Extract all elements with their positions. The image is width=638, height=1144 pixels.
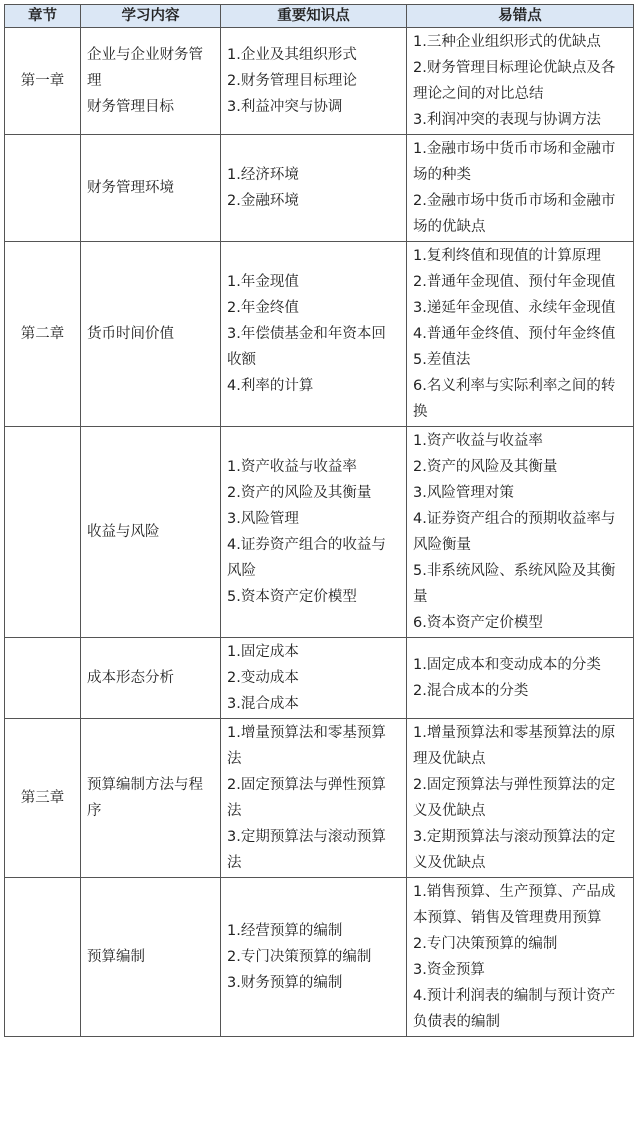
key-points-cell-line: 1.增量预算法和零基预算法 [227, 725, 386, 767]
pitfalls-cell [407, 28, 634, 135]
key-points-cell-line: 2.固定预算法与弹性预算法 [227, 777, 386, 819]
key-points-cell-line: 4.证券资产组合的收益与风险 [227, 537, 386, 579]
pitfalls-cell-line: 4.证券资产组合的预期收益率与风险衡量 [413, 511, 616, 553]
content-cell-line: 成本形态分析 [87, 670, 174, 686]
content-cell-line: 预算编制 [87, 949, 145, 965]
content-cell [81, 638, 221, 719]
header-chapter: 章节 [5, 5, 81, 28]
content-cell-line: 预算编制方法与程序 [87, 777, 203, 819]
pitfalls-cell-line: 2.固定预算法与弹性预算法的定义及优缺点 [413, 777, 616, 819]
table-row [5, 878, 634, 1037]
chapter-cell: 第三章 [5, 719, 81, 878]
pitfalls-cell-line: 1.增量预算法和零基预算法的原理及优缺点 [413, 725, 616, 767]
key-points-cell-line: 1.资产收益与收益率 [227, 459, 357, 475]
pitfalls-cell-line: 1.复利终值和现值的计算原理 [413, 248, 601, 264]
chapter-cell [5, 427, 81, 638]
key-points-cell-line: 2.金融环境 [227, 193, 299, 209]
pitfalls-cell-line: 1.金融市场中货币市场和金融市场的种类 [413, 141, 616, 183]
pitfalls-cell-line: 1.三种企业组织形式的优缺点 [413, 34, 601, 50]
pitfalls-cell [407, 878, 634, 1037]
pitfalls-cell-line: 5.差值法 [413, 352, 471, 368]
pitfalls-cell-line: 2.财务管理目标理论优缺点及各理论之间的对比总结 [413, 60, 616, 102]
key-points-cell-line: 3.混合成本 [227, 696, 299, 712]
key-points-cell [221, 427, 407, 638]
key-points-cell-line: 2.资产的风险及其衡量 [227, 485, 372, 501]
chapter-cell [5, 135, 81, 242]
table-row [5, 427, 634, 638]
table-row [5, 28, 634, 135]
content-cell [81, 135, 221, 242]
key-points-cell-line: 3.定期预算法与滚动预算法 [227, 829, 386, 871]
pitfalls-cell [407, 719, 634, 878]
key-points-cell-line: 1.固定成本 [227, 644, 299, 660]
table-row [5, 719, 634, 878]
chapter-cell: 第一章 [5, 28, 81, 135]
key-points-cell-line: 3.财务预算的编制 [227, 975, 343, 991]
content-cell [81, 28, 221, 135]
table-row [5, 135, 634, 242]
table-row [5, 242, 634, 427]
key-points-cell-line: 1.年金现值 [227, 274, 299, 290]
key-points-cell-line: 2.财务管理目标理论 [227, 73, 357, 89]
pitfalls-cell-line: 6.资本资产定价模型 [413, 615, 543, 631]
key-points-cell-line: 3.年偿债基金和年资本回收额 [227, 326, 386, 368]
pitfalls-cell [407, 242, 634, 427]
key-points-cell-line: 2.年金终值 [227, 300, 299, 316]
content-cell [81, 719, 221, 878]
key-points-cell-line: 5.资本资产定价模型 [227, 589, 357, 605]
content-cell-line: 财务管理目标 [87, 99, 174, 115]
pitfalls-cell-line: 3.定期预算法与滚动预算法的定义及优缺点 [413, 829, 616, 871]
pitfalls-cell-line: 6.名义利率与实际利率之间的转换 [413, 378, 616, 420]
pitfalls-cell [407, 427, 634, 638]
pitfalls-cell-line: 2.混合成本的分类 [413, 683, 529, 699]
key-points-cell [221, 638, 407, 719]
pitfalls-cell-line: 4.普通年金终值、预付年金终值 [413, 326, 616, 342]
header-content: 学习内容 [81, 5, 221, 28]
key-points-cell [221, 719, 407, 878]
key-points-cell-line: 1.经济环境 [227, 167, 299, 183]
key-points-cell-line: 1.企业及其组织形式 [227, 47, 357, 63]
pitfalls-cell-line: 2.金融市场中货币市场和金融市场的优缺点 [413, 193, 616, 235]
header-pitfalls: 易错点 [407, 5, 634, 28]
study-plan-table [4, 4, 634, 1037]
key-points-cell-line: 1.经营预算的编制 [227, 923, 343, 939]
key-points-cell-line: 4.利率的计算 [227, 378, 314, 394]
content-cell-line: 货币时间价值 [87, 326, 174, 342]
chapter-cell: 第二章 [5, 242, 81, 427]
chapter-cell [5, 878, 81, 1037]
key-points-cell-line: 2.变动成本 [227, 670, 299, 686]
pitfalls-cell-line: 3.递延年金现值、永续年金现值 [413, 300, 616, 316]
content-cell [81, 427, 221, 638]
pitfalls-cell-line: 1.固定成本和变动成本的分类 [413, 657, 601, 673]
table-row [5, 638, 634, 719]
pitfalls-cell-line: 2.资产的风险及其衡量 [413, 459, 558, 475]
pitfalls-cell-line: 4.预计利润表的编制与预计资产负债表的编制 [413, 988, 616, 1030]
content-cell-line: 企业与企业财务管理 [87, 47, 203, 89]
pitfalls-cell-line: 1.资产收益与收益率 [413, 433, 543, 449]
pitfalls-cell [407, 638, 634, 719]
content-cell [81, 878, 221, 1037]
chapter-cell [5, 638, 81, 719]
header-key-points: 重要知识点 [221, 5, 407, 28]
key-points-cell-line: 3.风险管理 [227, 511, 299, 527]
pitfalls-cell-line: 3.利润冲突的表现与协调方法 [413, 112, 601, 128]
pitfalls-cell-line: 1.销售预算、生产预算、产品成本预算、销售及管理费用预算 [413, 884, 616, 926]
pitfalls-cell-line: 3.资金预算 [413, 962, 485, 978]
pitfalls-cell-line: 2.普通年金现值、预付年金现值 [413, 274, 616, 290]
key-points-cell-line: 3.利益冲突与协调 [227, 99, 343, 115]
key-points-cell [221, 242, 407, 427]
pitfalls-cell-line: 2.专门决策预算的编制 [413, 936, 558, 952]
pitfalls-cell [407, 135, 634, 242]
key-points-cell [221, 28, 407, 135]
pitfalls-cell-line: 3.风险管理对策 [413, 485, 514, 501]
content-cell-line: 财务管理环境 [87, 180, 174, 196]
content-cell [81, 242, 221, 427]
key-points-cell-line: 2.专门决策预算的编制 [227, 949, 372, 965]
pitfalls-cell-line: 5.非系统风险、系统风险及其衡量 [413, 563, 616, 605]
content-cell-line: 收益与风险 [87, 524, 160, 540]
header-row [5, 5, 634, 28]
key-points-cell [221, 878, 407, 1037]
key-points-cell [221, 135, 407, 242]
